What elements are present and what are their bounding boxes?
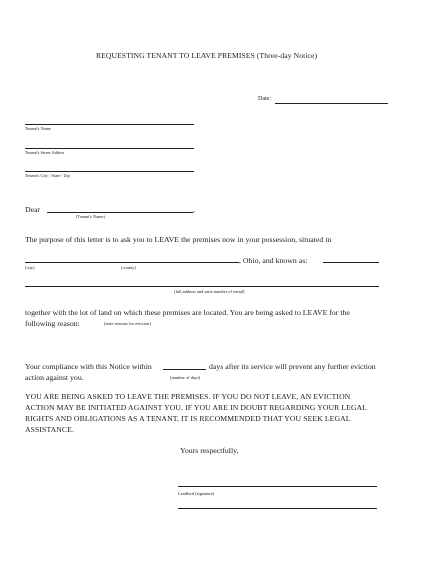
county-caption: [county] [121,265,136,270]
known-as-line[interactable] [323,262,379,263]
tenant-street-label: Tenant's Street Addres [25,150,65,155]
lot-text-line1: together with the lot of land on which these premises are located. You are being asked to LEAVE for the [25,308,350,317]
tenant-street-line[interactable] [25,148,194,149]
city-caption: [city] [25,265,35,270]
tenant-name-label: Tenant's Name [25,126,51,131]
reason-caption: [state reasons for eviction] [104,321,151,326]
warning-line-1: YOU ARE BEING ASKED TO LEAVE THE PREMISES. IF YOU DO NOT LEAVE, AN EVICTION [25,392,351,401]
city-county-line[interactable] [25,262,239,263]
tenant-city-label: Tenant's City / State / Zip [25,173,70,178]
compliance-text-b: days after its service will prevent any further eviction [209,362,376,371]
compliance-text-line2: action against you. [25,373,84,382]
salutation-name-line[interactable] [47,212,193,213]
document-title: REQUESTING TENANT TO LEAVE PREMISES (Three-day Notice) [96,51,318,60]
warning-line-2: ACTION MAY BE INITIATED AGAINST YOU. IF YOU ARE IN DOUBT REGARDING YOUR LEGAL [25,403,368,412]
ohio-text: , Ohio, and known as: [239,256,308,265]
lot-text-line2: following reason: [25,319,80,328]
date-label: Date: [258,96,271,102]
salutation-comma: , [193,205,195,214]
warning-line-3: RIGHTS AND OBLIGATIONS AS A TENANT, IT IS RECOMMENDED THAT YOU SEEK LEGAL [25,414,351,423]
address-caption: [full address and suite number of rental] [174,289,245,294]
landlord-signature-line[interactable] [178,486,377,487]
tenant-city-line[interactable] [25,171,194,172]
warning-line-4: ASSISTANCE. [25,425,74,434]
date-field-line[interactable] [275,103,388,104]
landlord-caption: Landlord (signature) [178,491,215,496]
landlord-second-line[interactable] [178,508,377,509]
days-line[interactable] [163,369,206,370]
salutation-caption: (Tenant's Name) [76,214,105,219]
full-address-line[interactable] [25,286,379,287]
tenant-name-line[interactable] [25,124,194,125]
purpose-text: The purpose of this letter is to ask you to LEAVE the premises now in your possession, situated in [25,235,332,244]
salutation: Dear [25,205,41,214]
closing-text: Yours respectfully, [180,446,239,455]
days-caption: [number of days] [170,375,201,380]
compliance-text-a: Your compliance with this Notice within [25,362,152,371]
